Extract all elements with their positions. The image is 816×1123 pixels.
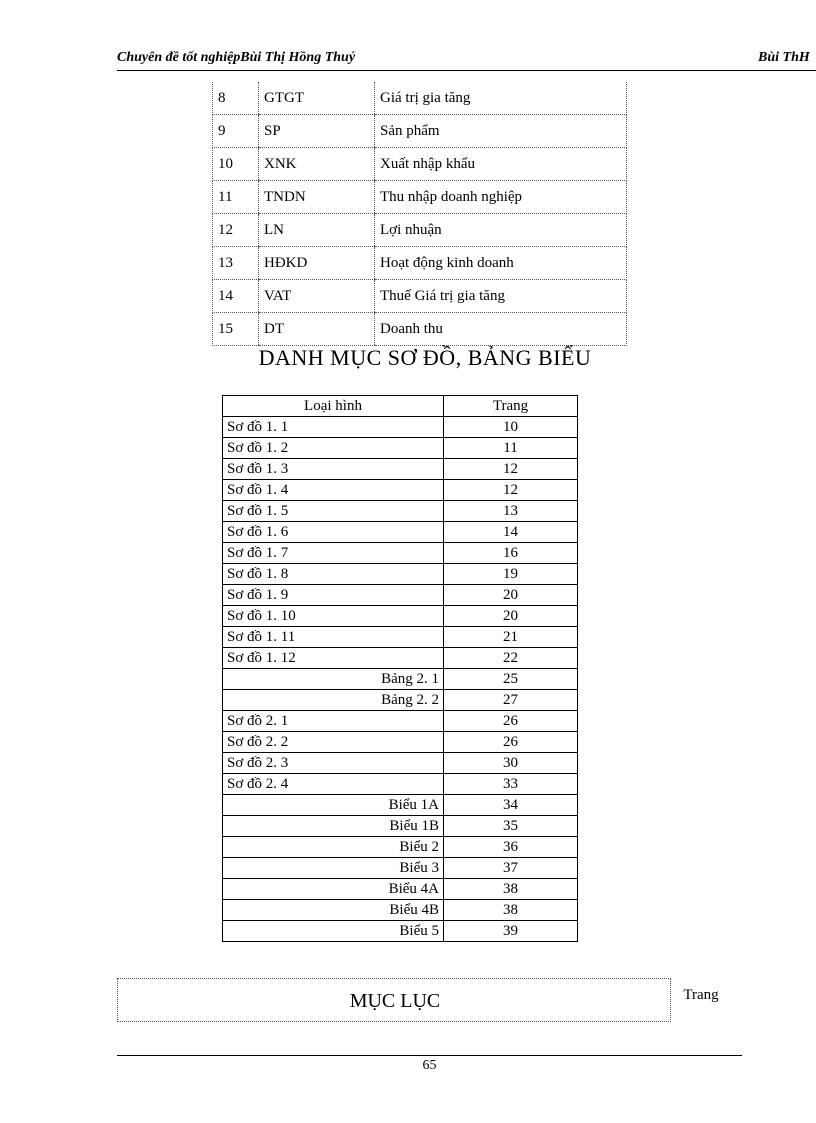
figure-row <box>223 459 578 480</box>
figure-page: 33 <box>444 774 578 795</box>
figure-page: 12 <box>444 459 578 480</box>
figure-label: Sơ đồ 1. 7 <box>223 543 444 564</box>
figure-row <box>223 858 578 879</box>
figure-row <box>223 480 578 501</box>
abbreviation-row <box>213 181 627 214</box>
figure-row <box>223 585 578 606</box>
figure-page: 34 <box>444 795 578 816</box>
abbreviation-number: 14 <box>213 280 259 313</box>
figure-page: 20 <box>444 606 578 627</box>
figure-row <box>223 732 578 753</box>
abbreviation-code: HĐKD <box>259 247 375 280</box>
abbreviation-code: TNDN <box>259 181 375 214</box>
abbreviation-number: 15 <box>213 313 259 346</box>
figure-row <box>223 774 578 795</box>
figures-header-page: Trang <box>444 396 578 417</box>
figure-page: 10 <box>444 417 578 438</box>
figures-header-type: Loại hình <box>223 396 444 417</box>
figure-label: Sơ đồ 1. 3 <box>223 459 444 480</box>
abbreviation-row <box>213 214 627 247</box>
figure-page: 39 <box>444 921 578 942</box>
figure-page: 38 <box>444 900 578 921</box>
figure-row <box>223 606 578 627</box>
figure-page: 22 <box>444 648 578 669</box>
figure-label: Bảng 2. 1 <box>223 669 444 690</box>
toc-page-label: Trang <box>683 987 719 1003</box>
abbreviation-number: 13 <box>213 247 259 280</box>
figure-label: Sơ đồ 2. 2 <box>223 732 444 753</box>
figures-table-body <box>223 417 578 942</box>
page-number: 65 <box>422 1058 437 1073</box>
figure-row <box>223 669 578 690</box>
abbreviation-meaning: Lợi nhuận <box>375 214 627 247</box>
abbreviation-row <box>213 280 627 313</box>
figure-row <box>223 543 578 564</box>
abbreviation-row <box>213 115 627 148</box>
abbreviation-row <box>213 82 627 115</box>
figure-label: Biểu 3 <box>223 858 444 879</box>
figure-row <box>223 522 578 543</box>
abbreviation-meaning: Thuế Giá trị gia tăng <box>375 280 627 313</box>
abbreviation-meaning: Giá trị gia tăng <box>375 82 627 115</box>
figure-label: Sơ đồ 1. 8 <box>223 564 444 585</box>
abbreviation-row <box>213 313 627 346</box>
running-header-left: Chuyên đề tốt nghiệpBùi Thị Hồng Thuý <box>117 50 356 65</box>
abbreviation-meaning: Xuất nhập khẩu <box>375 148 627 181</box>
abbreviation-number: 12 <box>213 214 259 247</box>
figure-label: Bảng 2. 2 <box>223 690 444 711</box>
figure-label: Sơ đồ 1. 5 <box>223 501 444 522</box>
abbreviation-code: XNK <box>259 148 375 181</box>
figure-row <box>223 816 578 837</box>
figure-page: 30 <box>444 753 578 774</box>
abbreviation-number: 9 <box>213 115 259 148</box>
abbreviation-code: VAT <box>259 280 375 313</box>
abbreviation-code: GTGT <box>259 82 375 115</box>
figure-label: Sơ đồ 1. 9 <box>223 585 444 606</box>
running-header-right: Bùi ThH <box>758 50 810 65</box>
figure-page: 26 <box>444 732 578 753</box>
figure-page: 16 <box>444 543 578 564</box>
figure-row <box>223 753 578 774</box>
figure-row <box>223 627 578 648</box>
figure-label: Sơ đồ 1. 1 <box>223 417 444 438</box>
figures-table <box>222 395 578 942</box>
list-of-figures-title: DANH MỤC SƠ ĐỒ, BẢNG BIỂU <box>258 345 592 370</box>
figure-label: Biểu 4B <box>223 900 444 921</box>
figure-row <box>223 438 578 459</box>
figure-row <box>223 795 578 816</box>
abbreviation-table <box>212 82 627 346</box>
figure-page: 20 <box>444 585 578 606</box>
abbreviation-meaning: Hoạt động kinh doanh <box>375 247 627 280</box>
figure-label: Biểu 4A <box>223 879 444 900</box>
toc-heading-box <box>117 978 671 1022</box>
figure-page: 27 <box>444 690 578 711</box>
figure-label: Biểu 1B <box>223 816 444 837</box>
figure-row <box>223 648 578 669</box>
figures-header-row <box>223 396 578 417</box>
figure-label: Sơ đồ 1. 11 <box>223 627 444 648</box>
figure-label: Biểu 5 <box>223 921 444 942</box>
figure-page: 13 <box>444 501 578 522</box>
figure-label: Sơ đồ 1. 2 <box>223 438 444 459</box>
figure-label: Sơ đồ 1. 6 <box>223 522 444 543</box>
figure-page: 21 <box>444 627 578 648</box>
figure-page: 12 <box>444 480 578 501</box>
abbreviation-meaning: Sản phẩm <box>375 115 627 148</box>
figure-row <box>223 711 578 732</box>
abbreviation-table-body <box>213 82 627 346</box>
figure-row <box>223 900 578 921</box>
abbreviation-number: 11 <box>213 181 259 214</box>
figure-label: Biểu 1A <box>223 795 444 816</box>
figure-label: Sơ đồ 2. 1 <box>223 711 444 732</box>
figure-page: 14 <box>444 522 578 543</box>
figure-label: Sơ đồ 1. 10 <box>223 606 444 627</box>
figure-page: 36 <box>444 837 578 858</box>
figure-row <box>223 921 578 942</box>
figure-page: 26 <box>444 711 578 732</box>
header-rule <box>117 70 816 71</box>
toc-title: MỤC LỤC <box>349 990 441 1012</box>
abbreviation-code: SP <box>259 115 375 148</box>
figure-page: 25 <box>444 669 578 690</box>
figure-page: 35 <box>444 816 578 837</box>
figure-label: Biểu 2 <box>223 837 444 858</box>
figure-page: 38 <box>444 879 578 900</box>
abbreviation-row <box>213 247 627 280</box>
figure-page: 37 <box>444 858 578 879</box>
abbreviation-code: DT <box>259 313 375 346</box>
figure-row <box>223 564 578 585</box>
figure-label: Sơ đồ 1. 4 <box>223 480 444 501</box>
abbreviation-row <box>213 148 627 181</box>
figure-label: Sơ đồ 1. 12 <box>223 648 444 669</box>
abbreviation-number: 8 <box>213 82 259 115</box>
figure-row <box>223 501 578 522</box>
abbreviation-number: 10 <box>213 148 259 181</box>
figure-row <box>223 690 578 711</box>
abbreviation-meaning: Thu nhập doanh nghiệp <box>375 181 627 214</box>
footer-rule <box>117 1055 742 1056</box>
figure-label: Sơ đồ 2. 4 <box>223 774 444 795</box>
figure-label: Sơ đồ 2. 3 <box>223 753 444 774</box>
abbreviation-code: LN <box>259 214 375 247</box>
figure-page: 19 <box>444 564 578 585</box>
figure-row <box>223 837 578 858</box>
figure-row <box>223 879 578 900</box>
figure-row <box>223 417 578 438</box>
figure-page: 11 <box>444 438 578 459</box>
abbreviation-meaning: Doanh thu <box>375 313 627 346</box>
